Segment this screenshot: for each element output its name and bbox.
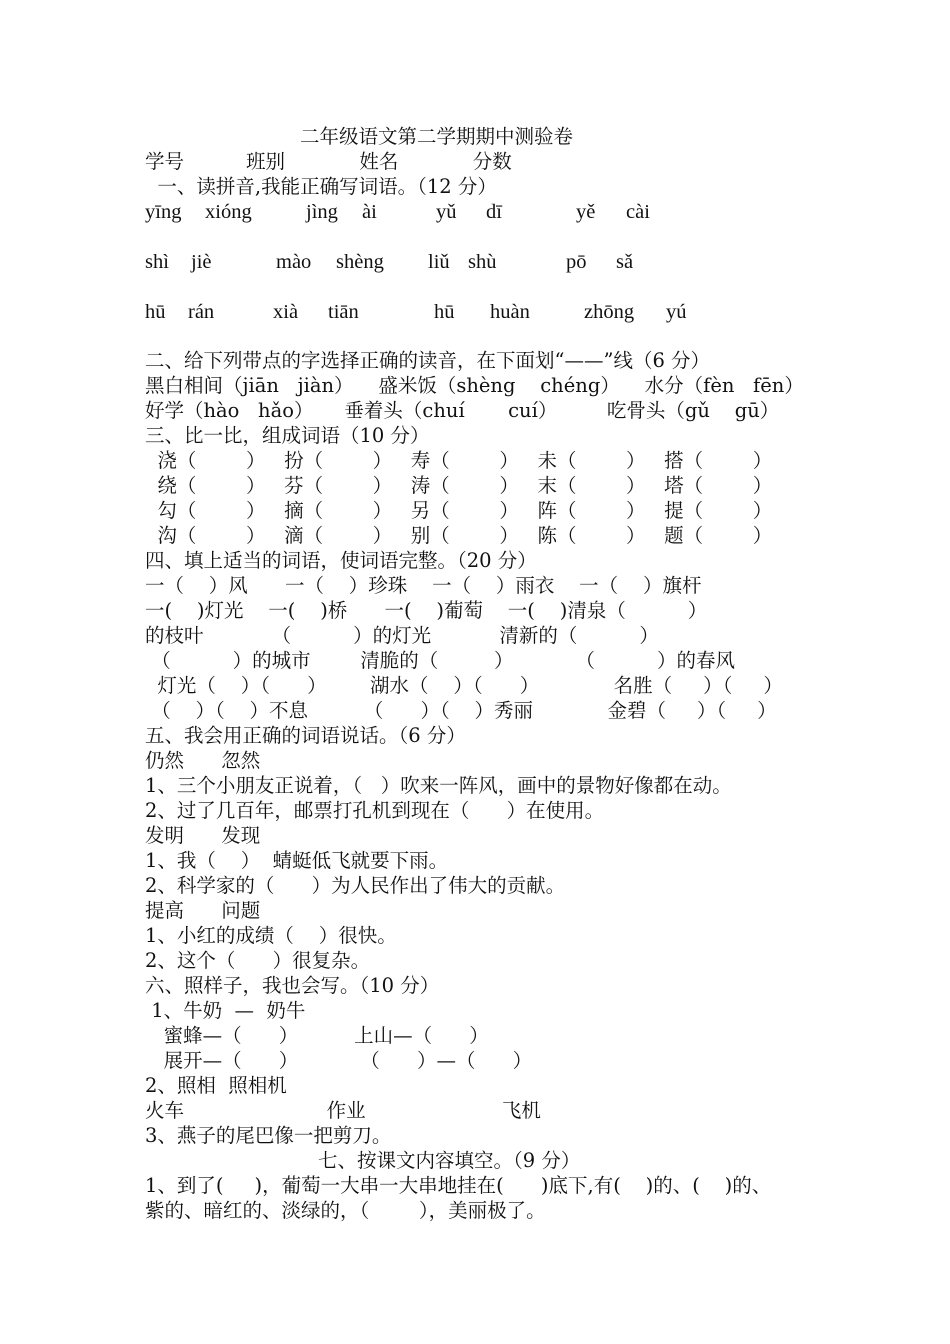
- section-6-heading: 六、照样子，我也会写。（10 分）: [145, 974, 440, 997]
- section-2-line: 黑白相间（jiān jiàn） 盛米饭（shèng chéng） 水分（fèn fēn）: [145, 374, 804, 397]
- pinyin-syllable: rán: [188, 301, 215, 323]
- pinyin-syllable: sǎ: [616, 251, 634, 273]
- section-2-line: 好学（hào hǎo） 垂着头（chuí cuí） 吃骨头（gǔ gū）: [145, 399, 780, 422]
- sentence-line: 仍然 忽然: [145, 749, 261, 772]
- pinyin-syllable: shèng: [336, 251, 384, 273]
- sentence-line: 2、过了几百年，邮票打孔机到现在（ ）在使用。: [145, 799, 605, 822]
- sentence-line: 1、小红的成绩（ ）很快。: [145, 924, 397, 947]
- sentence-line: 1、三个小朋友正说着，（ ）吹来一阵风，画中的景物好像都在动。: [145, 774, 732, 797]
- fill-in-line: 一（ ）风 一（ ）珍珠 一（ ）雨衣 一（ ）旗杆: [145, 574, 702, 597]
- word-group-row: 沟（ ） 滴（ ） 别（ ） 陈（ ） 题（ ）: [145, 524, 773, 547]
- fill-in-line: （ ）（ ）不息 （ ）（ ）秀丽 金碧（ ）（ ）: [145, 699, 777, 722]
- section-3-heading: 三、比一比，组成词语（10 分）: [145, 424, 430, 447]
- section-7-heading: 七、按课文内容填空。（9 分）: [318, 1149, 581, 1172]
- pinyin-syllable: yīng: [145, 201, 182, 223]
- pinyin-syllable: xióng: [205, 201, 252, 223]
- word-group-row: 浇（ ） 扮（ ） 寿（ ） 未（ ） 搭（ ）: [145, 449, 773, 472]
- pinyin-syllable: huàn: [490, 301, 530, 323]
- section-2-heading: 二、给下列带点的字选择正确的读音，在下面划“——”线（6 分）: [145, 349, 711, 372]
- section-5-heading: 五、我会用正确的词语说话。（6 分）: [145, 724, 466, 747]
- pinyin-syllable: jìng: [306, 201, 338, 223]
- section-1-heading: 一、读拼音,我能正确写词语。（12 分）: [145, 175, 497, 198]
- pinyin-syllable: jiè: [191, 251, 212, 273]
- pinyin-syllable: xià: [273, 301, 299, 323]
- pinyin-syllable: zhōng: [584, 301, 635, 323]
- pattern-line: 蜜蜂—（ ） 上山—（ ）: [145, 1024, 489, 1047]
- text-fill-line: 1、到了( )，葡萄一大串一大串地挂在( )底下,有( )的、( )的、: [145, 1174, 772, 1197]
- sentence-line: 发明 发现: [145, 824, 261, 847]
- pattern-line: 3、燕子的尾巴像一把剪刀。: [145, 1124, 392, 1147]
- word-group-row: 勾（ ） 摘（ ） 另（ ） 阵（ ） 提（ ）: [145, 499, 773, 522]
- sentence-line: 1、我（ ） 蜻蜓低飞就要下雨。: [145, 849, 449, 872]
- text-fill-line: 紫的、暗红的、淡绿的，（ ），美丽极了。: [145, 1199, 546, 1222]
- pinyin-syllable: hū: [145, 301, 166, 323]
- sentence-line: 2、科学家的（ ）为人民作出了伟大的贡献。: [145, 874, 566, 897]
- pinyin-syllable: shì: [145, 251, 169, 273]
- sentence-line: 2、这个（ ）很复杂。: [145, 949, 371, 972]
- pinyin-syllable: pō: [566, 251, 587, 273]
- fill-in-line: 的枝叶 （ ）的灯光 清新的（ ）: [145, 624, 659, 647]
- pattern-line: 1、牛奶 — 奶牛: [145, 999, 306, 1022]
- word-group-row: 绕（ ） 芬（ ） 涛（ ） 末（ ） 塔（ ）: [145, 474, 773, 497]
- pinyin-syllable: yě: [576, 201, 596, 223]
- pinyin-syllable: hū: [434, 301, 455, 323]
- pinyin-syllable: yǔ: [436, 201, 457, 223]
- pinyin-syllable: ài: [362, 201, 377, 223]
- fill-in-line: （ ）的城市 清脆的（ ） （ ）的春风: [145, 649, 736, 672]
- pinyin-syllable: yú: [666, 301, 687, 323]
- pinyin-syllable: dī: [486, 201, 502, 223]
- pinyin-syllable: tiān: [328, 301, 359, 323]
- sentence-line: 提高 问题: [145, 899, 261, 922]
- pattern-line: 展开—（ ） （ ）—（ ）: [145, 1049, 533, 1072]
- pattern-line: 2、照相 照相机: [145, 1074, 287, 1097]
- pinyin-syllable: mào: [276, 251, 312, 273]
- pinyin-syllable: shù: [468, 251, 497, 273]
- pinyin-syllable: liǔ: [428, 251, 450, 273]
- pattern-line: 火车 作业 飞机: [145, 1099, 541, 1122]
- student-info-line: 学号 班别 姓名 分数: [145, 150, 512, 173]
- pinyin-syllable: cài: [626, 201, 650, 223]
- fill-in-line: 灯光（ ）（ ） 湖水（ ）（ ） 名胜（ ）（ ）: [145, 674, 783, 697]
- page-title: 二年级语文第二学期期中测验卷: [300, 125, 574, 148]
- section-4-heading: 四、填上适当的词语，使词语完整。（20 分）: [145, 549, 537, 572]
- fill-in-line: 一( )灯光 一( )桥 一( )葡萄 一( )清泉（ ）: [145, 599, 708, 622]
